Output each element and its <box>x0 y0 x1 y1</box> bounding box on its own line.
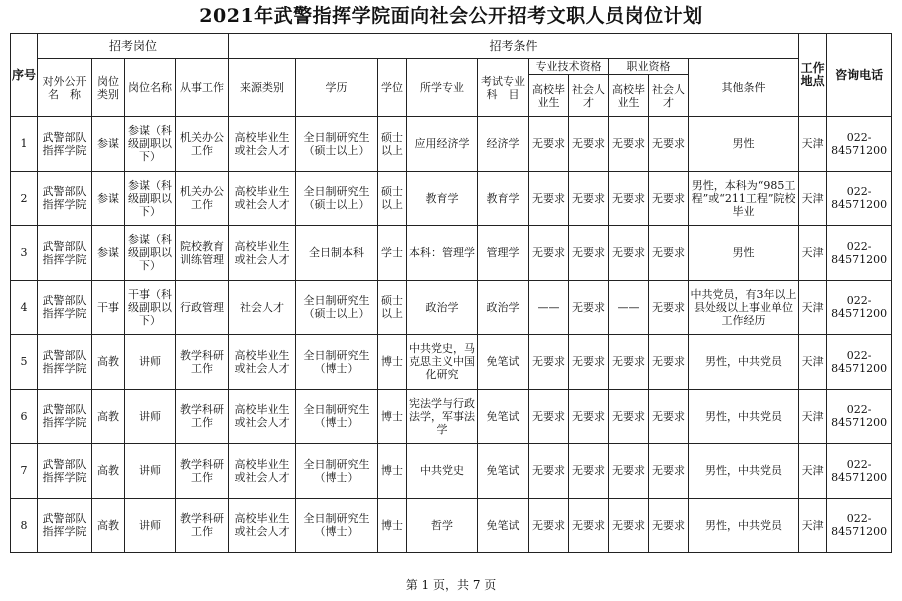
cell-other: 男性 <box>689 117 799 172</box>
cell-type: 高教 <box>92 335 125 390</box>
cell-other: 男性 <box>689 226 799 281</box>
cell-unit: 武警部队指挥学院 <box>38 280 92 335</box>
cell-degree: 硕士以上 <box>378 117 407 172</box>
cell-no: 4 <box>11 280 38 335</box>
cell-exam: 免笔试 <box>478 498 529 553</box>
cell-unit: 武警部队指挥学院 <box>38 444 92 499</box>
cell-phone: 022-84571200 <box>827 498 892 553</box>
cell-edu: 全日制研究生（硕士以上） <box>296 280 378 335</box>
cell-phone: 022-84571200 <box>827 171 892 226</box>
cell-other: 男性，中共党员 <box>689 444 799 499</box>
table-row <box>11 335 892 390</box>
cell-loc: 天津 <box>799 389 827 444</box>
cell-p2: 无要求 <box>569 444 609 499</box>
cell-name: 讲师 <box>125 389 176 444</box>
cell-p1: 无要求 <box>529 444 569 499</box>
cell-work: 机关办公工作 <box>176 171 229 226</box>
cell-p2: 无要求 <box>569 117 609 172</box>
cell-major: 哲学 <box>407 498 478 553</box>
cell-degree: 博士 <box>378 389 407 444</box>
cell-loc: 天津 <box>799 117 827 172</box>
cell-loc: 天津 <box>799 171 827 226</box>
header-major: 所学专业 <box>407 59 478 117</box>
cell-name: 讲师 <box>125 498 176 553</box>
table-row <box>11 117 892 172</box>
table-row <box>11 444 892 499</box>
cell-v1: 无要求 <box>609 498 649 553</box>
cell-work: 教学科研工作 <box>176 444 229 499</box>
cell-loc: 天津 <box>799 444 827 499</box>
cell-p1: —— <box>529 280 569 335</box>
cell-type: 高教 <box>92 444 125 499</box>
cell-v1: 无要求 <box>609 171 649 226</box>
header-work: 从事工作 <box>176 59 229 117</box>
cell-p1: 无要求 <box>529 498 569 553</box>
header-recruit-post: 招考岗位 <box>38 34 229 59</box>
cell-no: 1 <box>11 117 38 172</box>
cell-degree: 博士 <box>378 444 407 499</box>
header-location: 工作地点 <box>799 34 827 117</box>
cell-source: 高校毕业生或社会人才 <box>229 498 296 553</box>
header-pro-social: 社会人才 <box>569 75 609 117</box>
cell-v2: 无要求 <box>649 280 689 335</box>
cell-work: 机关办公工作 <box>176 117 229 172</box>
cell-v1: 无要求 <box>609 389 649 444</box>
cell-p1: 无要求 <box>529 171 569 226</box>
header-unit: 对外公开名 称 <box>38 59 92 117</box>
cell-phone: 022-84571200 <box>827 226 892 281</box>
cell-exam: 免笔试 <box>478 335 529 390</box>
cell-major: 本科：管理学 <box>407 226 478 281</box>
cell-type: 干事 <box>92 280 125 335</box>
cell-p1: 无要求 <box>529 335 569 390</box>
cell-type: 高教 <box>92 498 125 553</box>
recruitment-table <box>10 33 892 553</box>
cell-v2: 无要求 <box>649 498 689 553</box>
cell-no: 6 <box>11 389 38 444</box>
cell-no: 3 <box>11 226 38 281</box>
cell-no: 2 <box>11 171 38 226</box>
cell-p2: 无要求 <box>569 389 609 444</box>
cell-no: 8 <box>11 498 38 553</box>
cell-source: 高校毕业生或社会人才 <box>229 389 296 444</box>
cell-major: 中共党史，马克思主义中国化研究 <box>407 335 478 390</box>
table-row <box>11 226 892 281</box>
cell-degree: 硕士以上 <box>378 171 407 226</box>
cell-edu: 全日制研究生（硕士以上） <box>296 171 378 226</box>
cell-v1: 无要求 <box>609 226 649 281</box>
header-education: 学历 <box>296 59 378 117</box>
cell-name: 讲师 <box>125 444 176 499</box>
cell-work: 院校教育训练管理 <box>176 226 229 281</box>
cell-p2: 无要求 <box>569 280 609 335</box>
cell-major: 应用经济学 <box>407 117 478 172</box>
cell-v1: 无要求 <box>609 444 649 499</box>
cell-loc: 天津 <box>799 498 827 553</box>
cell-type: 参谋 <box>92 117 125 172</box>
cell-degree: 博士 <box>378 335 407 390</box>
cell-exam: 教育学 <box>478 171 529 226</box>
cell-no: 5 <box>11 335 38 390</box>
cell-v2: 无要求 <box>649 226 689 281</box>
page-title: 2021年武警指挥学院面向社会公开招考文职人员岗位计划 <box>199 5 703 27</box>
cell-p2: 无要求 <box>569 171 609 226</box>
header-voc-qual: 职业资格 <box>609 59 689 75</box>
cell-edu: 全日制研究生（博士） <box>296 444 378 499</box>
cell-p2: 无要求 <box>569 226 609 281</box>
header-phone: 咨询电话 <box>827 34 892 117</box>
cell-v2: 无要求 <box>649 389 689 444</box>
cell-edu: 全日制研究生（博士） <box>296 335 378 390</box>
cell-loc: 天津 <box>799 280 827 335</box>
cell-other: 男性，中共党员 <box>689 389 799 444</box>
cell-v2: 无要求 <box>649 171 689 226</box>
cell-type: 参谋 <box>92 226 125 281</box>
cell-work: 教学科研工作 <box>176 389 229 444</box>
cell-name: 讲师 <box>125 335 176 390</box>
cell-unit: 武警部队指挥学院 <box>38 117 92 172</box>
cell-work: 教学科研工作 <box>176 335 229 390</box>
cell-exam: 经济学 <box>478 117 529 172</box>
cell-type: 参谋 <box>92 171 125 226</box>
cell-phone: 022-84571200 <box>827 280 892 335</box>
cell-unit: 武警部队指挥学院 <box>38 498 92 553</box>
cell-name: 参谋（科级副职以下） <box>125 226 176 281</box>
cell-phone: 022-84571200 <box>827 389 892 444</box>
page-footer: 第 1 页，共 7 页 <box>405 578 497 592</box>
header-other: 其他条件 <box>689 59 799 117</box>
cell-major: 政治学 <box>407 280 478 335</box>
table-row <box>11 280 892 335</box>
header-exam-subject: 考试专业科 目 <box>478 59 529 117</box>
cell-major: 宪法学与行政法学，军事法学 <box>407 389 478 444</box>
header-voc-grad: 高校毕业生 <box>609 75 649 117</box>
cell-p2: 无要求 <box>569 335 609 390</box>
cell-loc: 天津 <box>799 335 827 390</box>
cell-v1: 无要求 <box>609 335 649 390</box>
cell-source: 高校毕业生或社会人才 <box>229 226 296 281</box>
table-row <box>11 171 892 226</box>
cell-p1: 无要求 <box>529 389 569 444</box>
cell-work: 教学科研工作 <box>176 498 229 553</box>
cell-unit: 武警部队指挥学院 <box>38 171 92 226</box>
cell-loc: 天津 <box>799 226 827 281</box>
cell-major: 中共党史 <box>407 444 478 499</box>
cell-exam: 政治学 <box>478 280 529 335</box>
cell-other: 男性，中共党员 <box>689 498 799 553</box>
cell-v2: 无要求 <box>649 335 689 390</box>
cell-major: 教育学 <box>407 171 478 226</box>
cell-source: 高校毕业生或社会人才 <box>229 444 296 499</box>
cell-phone: 022-84571200 <box>827 117 892 172</box>
header-degree: 学位 <box>378 59 407 117</box>
cell-edu: 全日制研究生（博士） <box>296 389 378 444</box>
cell-degree: 硕士以上 <box>378 280 407 335</box>
cell-exam: 管理学 <box>478 226 529 281</box>
cell-v2: 无要求 <box>649 444 689 499</box>
cell-edu: 全日制本科 <box>296 226 378 281</box>
cell-name: 参谋（科级副职以下） <box>125 171 176 226</box>
cell-source: 高校毕业生或社会人才 <box>229 335 296 390</box>
cell-unit: 武警部队指挥学院 <box>38 226 92 281</box>
cell-exam: 免笔试 <box>478 444 529 499</box>
cell-name: 干事（科级副职以下） <box>125 280 176 335</box>
header-recruit-conditions: 招考条件 <box>229 34 799 59</box>
cell-v2: 无要求 <box>649 117 689 172</box>
cell-other: 男性，本科为“985工程”或“211工程”院校毕业 <box>689 171 799 226</box>
cell-degree: 学士 <box>378 226 407 281</box>
cell-name: 参谋（科级副职以下） <box>125 117 176 172</box>
cell-unit: 武警部队指挥学院 <box>38 389 92 444</box>
cell-edu: 全日制研究生（硕士以上） <box>296 117 378 172</box>
cell-p2: 无要求 <box>569 498 609 553</box>
cell-v1: —— <box>609 280 649 335</box>
cell-other: 中共党员，有3年以上县处级以上事业单位工作经历 <box>689 280 799 335</box>
cell-p1: 无要求 <box>529 226 569 281</box>
header-post-name: 岗位名称 <box>125 59 176 117</box>
header-source: 来源类别 <box>229 59 296 117</box>
cell-edu: 全日制研究生（博士） <box>296 498 378 553</box>
cell-degree: 博士 <box>378 498 407 553</box>
table-row <box>11 389 892 444</box>
cell-exam: 免笔试 <box>478 389 529 444</box>
cell-source: 高校毕业生或社会人才 <box>229 171 296 226</box>
cell-unit: 武警部队指挥学院 <box>38 335 92 390</box>
header-voc-social: 社会人才 <box>649 75 689 117</box>
cell-phone: 022-84571200 <box>827 335 892 390</box>
header-pro-grad: 高校毕业生 <box>529 75 569 117</box>
cell-type: 高教 <box>92 389 125 444</box>
cell-p1: 无要求 <box>529 117 569 172</box>
cell-no: 7 <box>11 444 38 499</box>
header-pro-qual: 专业技术资格 <box>529 59 609 75</box>
cell-work: 行政管理 <box>176 280 229 335</box>
cell-other: 男性，中共党员 <box>689 335 799 390</box>
cell-source: 社会人才 <box>229 280 296 335</box>
header-post-type: 岗位类别 <box>92 59 125 117</box>
cell-v1: 无要求 <box>609 117 649 172</box>
header-seq: 序号 <box>11 34 38 117</box>
table-row <box>11 498 892 553</box>
cell-phone: 022-84571200 <box>827 444 892 499</box>
cell-source: 高校毕业生或社会人才 <box>229 117 296 172</box>
